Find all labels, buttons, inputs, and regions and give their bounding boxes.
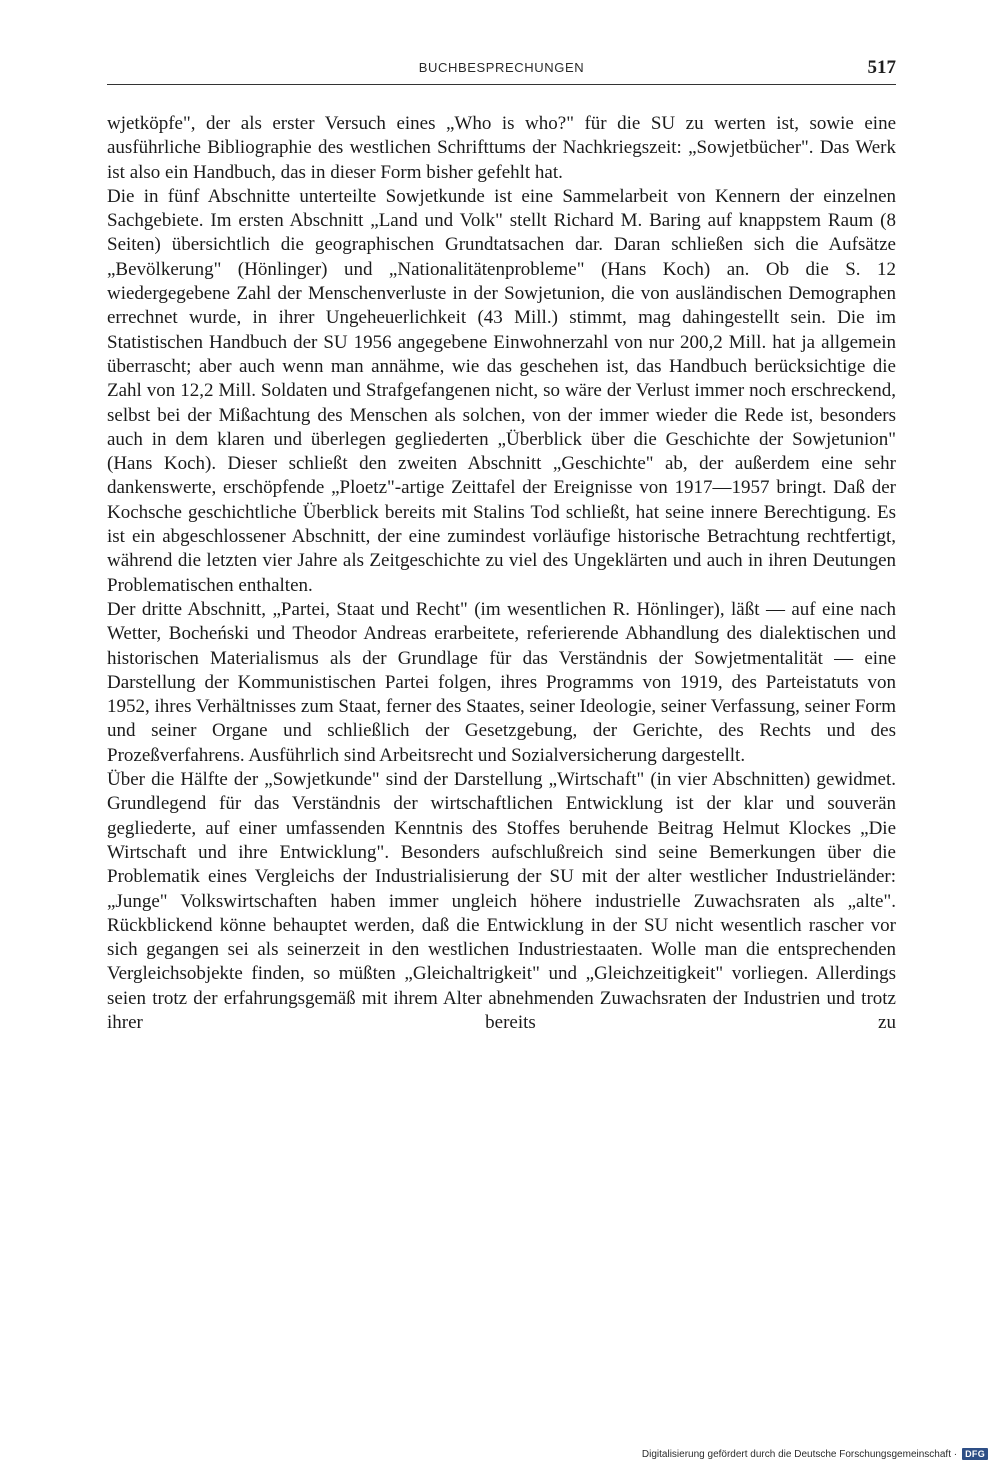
body-text: [107, 112, 896, 1035]
dfg-logo: DFG: [962, 1448, 988, 1460]
paragraph-1: wjetköpfe", der als erster Versuch eines „Who is who?" für die SU zu werten ist, sowie eine ausführliche Bibliographie des westlichen Schrifttums der Nachkriegszeit: „Sowjetbücher". Das Werk ist also ein Handbuch, das in dieser Form bisher gefehlt hat.: [107, 113, 896, 183]
footer-note-text: Digitalisierung gefördert durch die Deutsche Forschungsgemeinschaft ·: [641, 1448, 958, 1460]
paragraph-3: Der dritte Abschnitt, „Partei, Staat und Recht" (im wesentlichen R. Hönlinger), läßt — auf eine nach Wetter, Bocheński und Theodor Andreas erarbeitete, referierende Abhandlung des dialektischen und historischen Materialismus als der Grundlage für das Verständnis der Sowjetmentalität — eine Darstellung der Kommunistischen Partei folgen, ihres Programms von 1919, des Parteistatuts von 1952, ihres Verhältnisses zum Staat, ferner des Staates, seiner Ideologie, seiner Verfassung, seiner Form und seiner Organe und schließlich der Gesetzgebung, der Gerichte, des Rechts und des Prozeßverfahrens. Ausführlich sind Arbeitsrecht und Sozialversicherung dargestellt.: [107, 598, 896, 766]
paragraph-2: Die in fünf Abschnitte unterteilte Sowjetkunde ist eine Sammelarbeit von Kennern der einzelnen Sachgebiete. Im ersten Abschnitt „Land und Volk" stellt Richard M. Baring auf knappstem Raum (8 Seiten) übersichtlich die geographischen Grundtatsachen dar. Daran schließen sich die Aufsätze „Bevölkerung" (Hönlinger) und „Nationalitätenprobleme" (Hans Koch) an. Ob die S. 12 wiedergegebene Zahl der Menschenverluste in der Sowjetunion, die von ausländischen Demographen errechnet wurde, in ihrer Ungeheuerlichkeit (43 Mill.) stimmt, mag dahingestellt sein. Die im Statistischen Handbuch der SU 1956 angegebene Einwohnerzahl von nur 200,2 Mill. hat ja allgemein überrascht; aber auch wenn man annähme, wie das geschehen ist, das Handbuch berücksichtige die Zahl von 12,2 Mill. Soldaten und Strafgefangenen nicht, so wäre der Verlust immer noch erschreckend, selbst bei der Mißachtung des Menschen als solchen, von der immer wieder die Rede ist, besonders auch in dem klaren und überlegen gegliederten „Überblick über die Geschichte der Sowjetunion" (Hans Koch). Dieser schließt den zweiten Abschnitt „Geschichte" ab, der außerdem eine sehr dankenswerte, erschöpfende „Ploetz"-artige Zeittafel der Ereignisse von 1917—1957 bringt. Daß der Kochsche geschichtliche Überblick bereits mit Stalins Tod schließt, hat seine innere Berechtigung. Es ist ein abgeschlossener Abschnitt, der eine zumindest vorläufige historische Betrachtung rechtfertigt, während die letzten vier Jahre als Zeitgeschichte zu viel des Ungeklärten und auch in ihren Deutungen Problematischen enthalten.: [107, 185, 896, 596]
header-rule: [107, 84, 896, 85]
digitization-footer: [642, 1448, 988, 1460]
paragraph-4: Über die Hälfte der „Sowjetkunde" sind der Darstellung „Wirtschaft" (in vier Abschnitten) gewidmet. Grundlegend für das Verständnis der wirtschaftlichen Entwicklung ist der klar und souverän gegliederte, auf einer umfassenden Kenntnis des Stoffes beruhende Beitrag Helmut Klockes „Die Wirtschaft und ihre Entwicklung". Besonders aufschlußreich sind seine Bemerkungen über die Problematik eines Vergleichs der Industrialisierung der SU mit der alter westlicher Industrieländer: „Junge" Volkswirtschaften haben immer ungleich höhere industrielle Zuwachsraten als „alte". Rückblickend könne behauptet werden, daß die Entwicklung in der SU nicht wesentlich rascher vor sich gegangen sei als seinerzeit in den westlichen Industriestaaten. Wolle man die entsprechenden Vergleichsobjekte finden, so müßten „Gleichaltrigkeit" und „Gleichzeitigkeit" vorliegen. Allerdings seien trotz der erfahrungsgemäß mit ihrem Alter abnehmenden Zuwachsraten der Industrien und trotz ihrer bereits zu: [107, 769, 896, 1033]
running-head: BUCHBESPRECHUNGEN: [418, 60, 585, 75]
page-header: [107, 57, 896, 84]
page-number: 517: [867, 57, 896, 78]
